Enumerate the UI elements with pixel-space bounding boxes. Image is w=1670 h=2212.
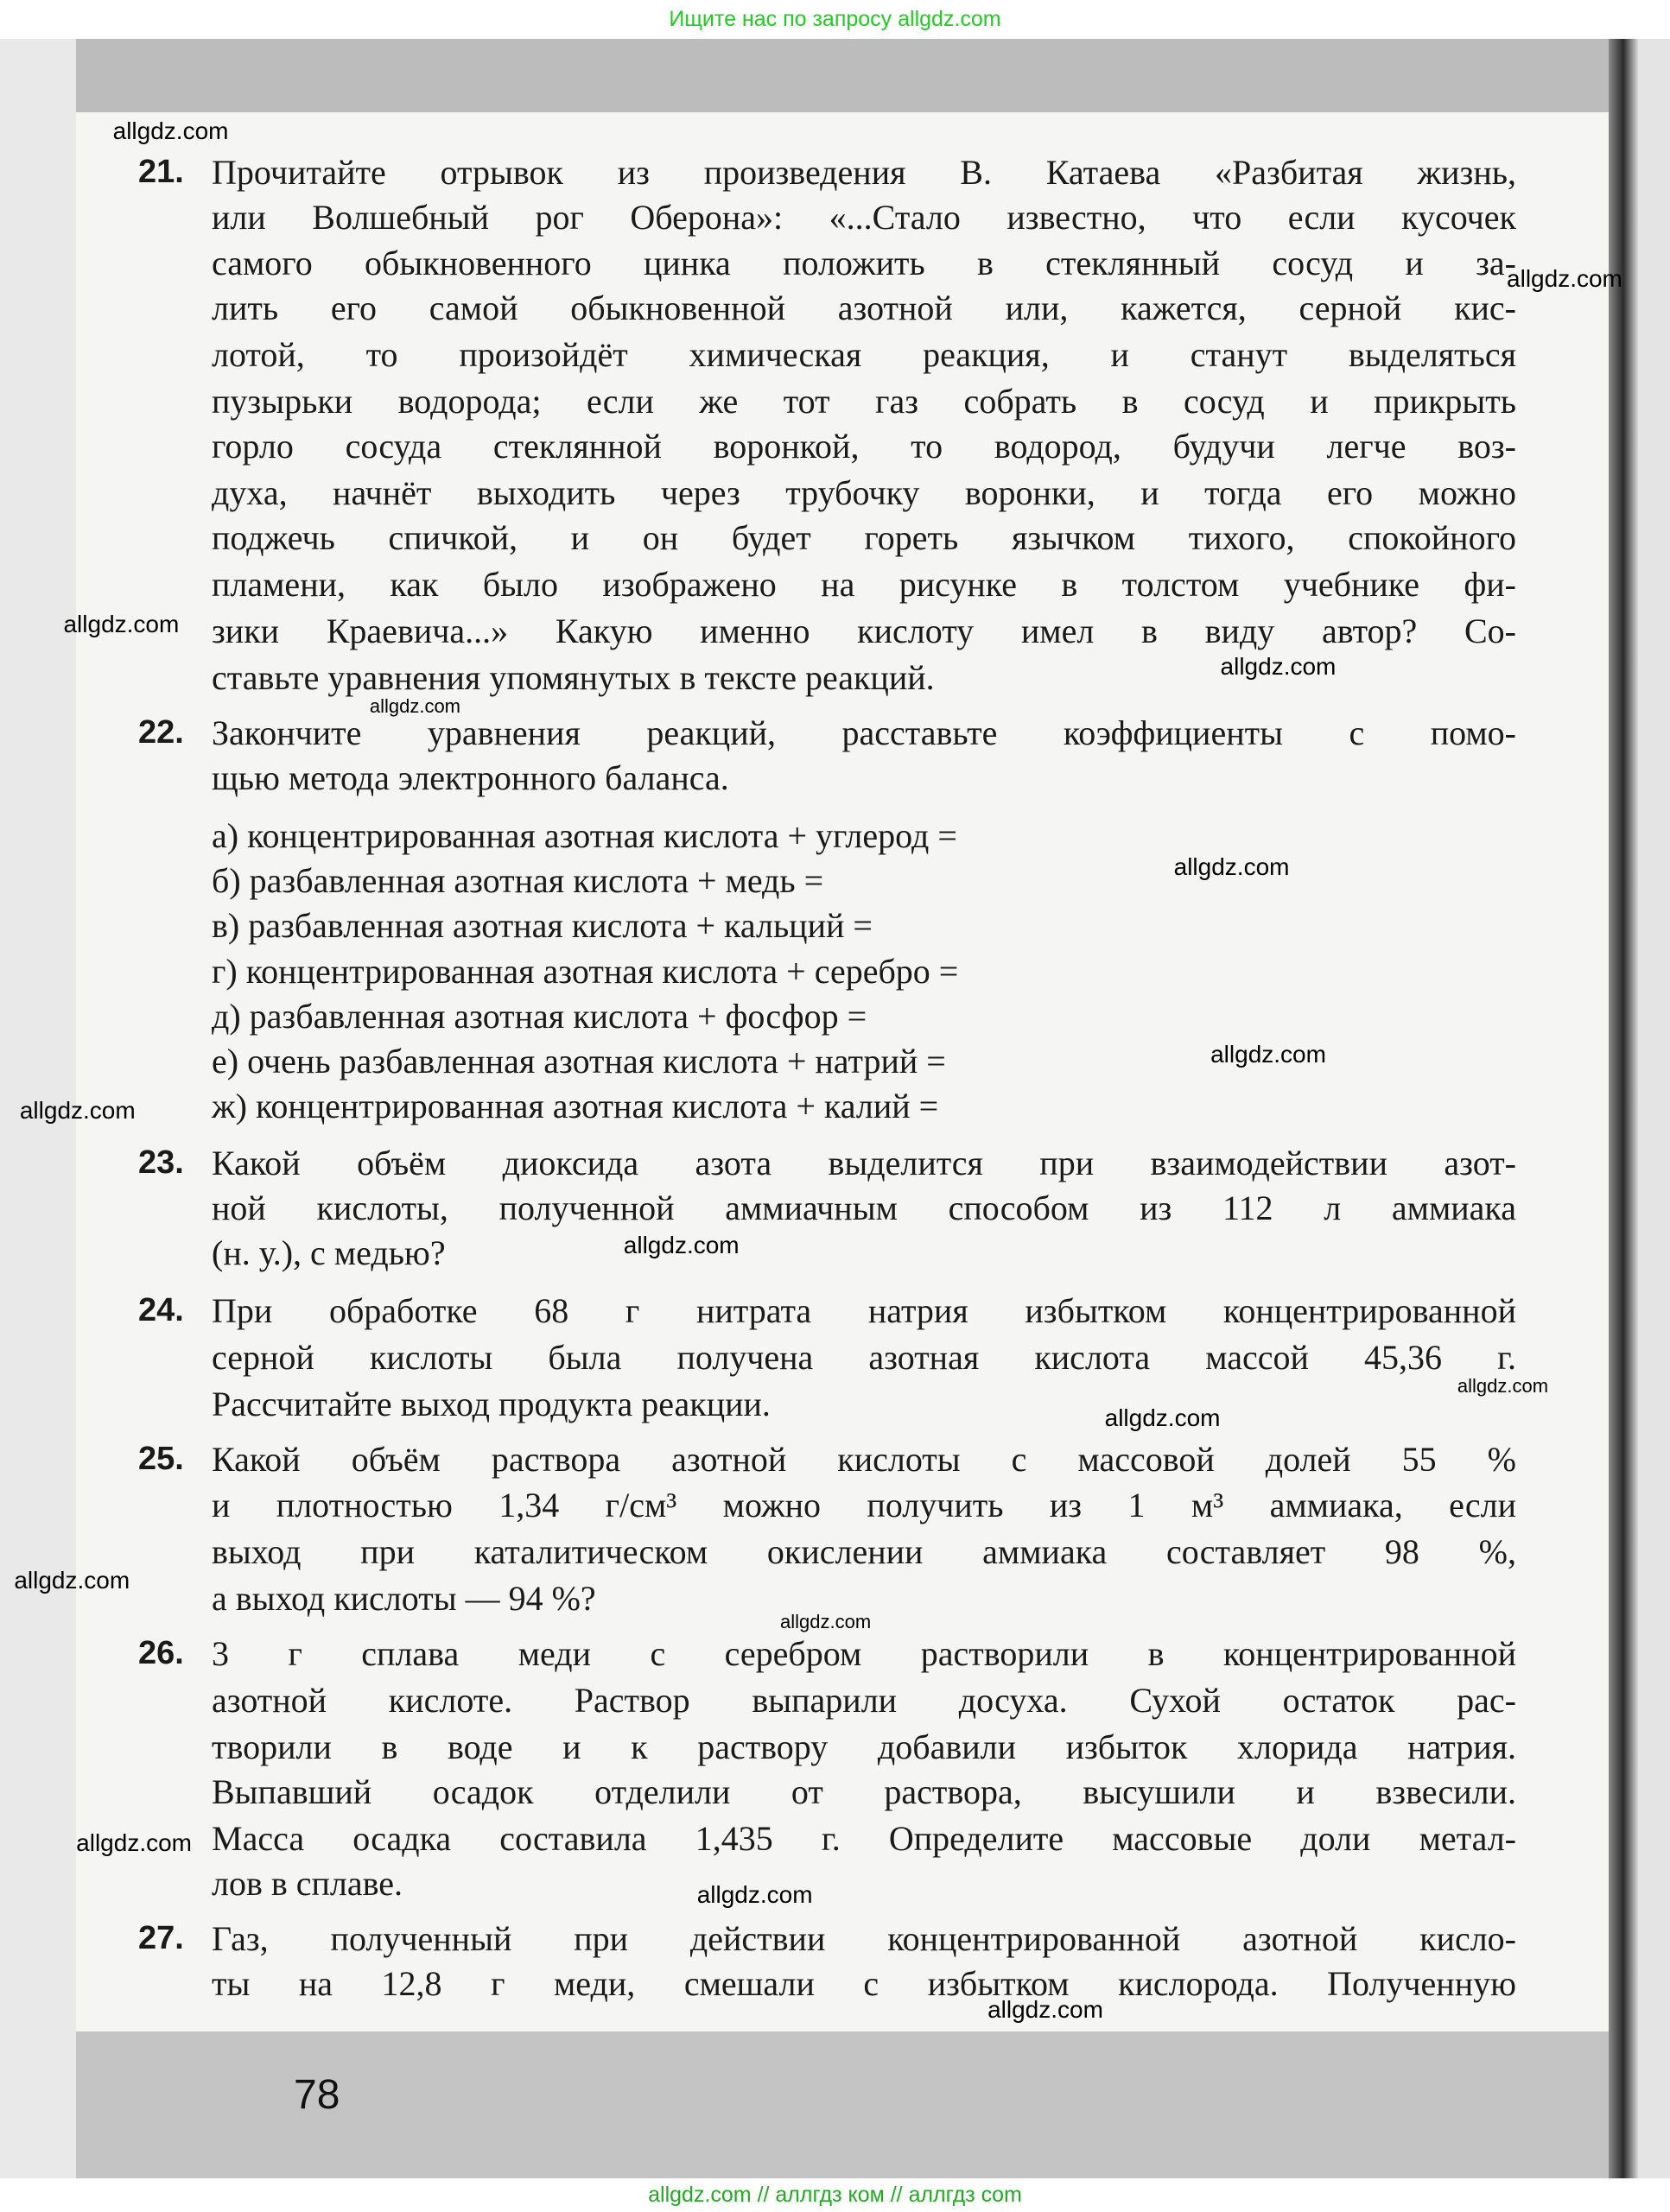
bottom-footer-text: allgdz.com // аллгдз ком // аллгдз com: [648, 2183, 1022, 2207]
text-line: Прочитайте отрывок из произведения В. Катаева «Разбитая жизнь,: [212, 153, 1516, 193]
text-line: Какой объём диоксида азота выделится при взаимодействии азот-: [212, 1143, 1516, 1182]
text-line: самого обыкновенного цинка положить в стеклянный сосуд и за-: [212, 243, 1516, 282]
text-line: или Волшебный рог Оберона»: «...Стало известно, что если кусочек: [212, 198, 1516, 238]
text-line: Рассчитайте выход продукта реакции.: [212, 1384, 771, 1423]
watermark: allgdz.com: [696, 1881, 813, 1909]
watermark: allgdz.com: [1457, 1375, 1549, 1398]
text-line: ставьте уравнения упомянутых в тексте реакций.: [212, 657, 935, 697]
text-line: поджечь спичкой, и он будет гореть язычком тихого, спокойного: [212, 518, 1516, 558]
top-gray-band: [76, 39, 1631, 112]
text-line: Масса осадка составила 1,435 г. Определите массовые доли метал-: [212, 1818, 1516, 1858]
reaction-item: г) концентрированная азотная кислота + серебро =: [212, 951, 959, 991]
watermark: allgdz.com: [1220, 653, 1337, 681]
text-line: азотной кислоте. Раствор выпарили досуха. Сухой остаток рас-: [212, 1680, 1516, 1720]
top-banner: [0, 0, 1670, 39]
problem-number: 23.: [138, 1144, 184, 1181]
text-line: лить его самой обыкновенной азотной или, кажется, серной кис-: [212, 288, 1516, 327]
text-line: серной кислоты была получена азотная кислота массой 45,36 г.: [212, 1337, 1516, 1377]
reaction-item: б) разбавленная азотная кислота + медь =: [212, 860, 824, 900]
reaction-item: а) концентрированная азотная кислота + углерод =: [212, 815, 957, 855]
watermark: allgdz.com: [19, 1097, 136, 1125]
text-line: пузырьки водорода; если же тот газ собрать в сосуд и прикрыть: [212, 381, 1516, 421]
text-line: духа, начнёт выходить через трубочку воронки, и тогда его можно: [212, 472, 1516, 512]
text-line: и плотностью 1,34 г/см³ можно получить из 1 м³ аммиака, если: [212, 1486, 1516, 1525]
watermark: allgdz.com: [1104, 1404, 1221, 1432]
watermark: allgdz.com: [1507, 265, 1622, 292]
watermark: allgdz.com: [76, 1829, 193, 1856]
problem-number: 27.: [138, 1919, 184, 1956]
text-line: ной кислоты, полученной аммиачным способом из 112 л аммиака: [212, 1188, 1516, 1227]
reaction-item: е) очень разбавленная азотная кислота + натрий =: [212, 1042, 946, 1081]
top-banner-text: Ищите нас по запросу allgdz.com: [669, 7, 1001, 31]
text-line: а выход кислоты — 94 %?: [212, 1579, 596, 1619]
text-line: При обработке 68 г нитрата натрия избытком концентрированной: [212, 1291, 1516, 1331]
text-line: лотой, то произойдёт химическая реакция, и станут выделяться: [212, 334, 1516, 374]
watermark: allgdz.com: [1210, 1041, 1326, 1068]
watermark: allgdz.com: [112, 117, 229, 144]
watermark: allgdz.com: [14, 1567, 130, 1594]
text-line: зики Краевича...» Какую именно кислоту имел в виду автор? Со-: [212, 611, 1516, 650]
reaction-item: ж) концентрированная азотная кислота + калий =: [212, 1087, 939, 1126]
reaction-item: д) разбавленная азотная кислота + фосфор =: [212, 996, 867, 1036]
text-line: горло сосуда стеклянной воронкой, то водород, будучи легче воз-: [212, 427, 1516, 466]
text-line: выход при каталитическом окислении аммиака составляет 98 %,: [212, 1532, 1516, 1572]
watermark: allgdz.com: [369, 695, 460, 718]
reaction-item: в) разбавленная азотная кислота + кальций =: [212, 906, 873, 946]
page-number: 78: [294, 2072, 340, 2118]
text-line: Выпавший осадок отделили от раствора, высушили и взвесили.: [212, 1772, 1516, 1811]
page-spine-edge: [1609, 39, 1638, 2181]
text-line: лов в сплаве.: [212, 1864, 403, 1904]
watermark: allgdz.com: [1173, 852, 1290, 880]
text-line: пламени, как было изображено на рисунке в толстом учебнике фи-: [212, 565, 1516, 605]
text-line: Какой объём раствора азотной кислоты с массовой долей 55 %: [212, 1439, 1516, 1479]
watermark: allgdz.com: [623, 1231, 740, 1258]
watermark: allgdz.com: [987, 1995, 1103, 2023]
text-line: творили в воде и к раствору добавили избыток хлорида натрия.: [212, 1727, 1516, 1766]
problem-number: 24.: [138, 1292, 184, 1329]
bottom-footer: [0, 2178, 1670, 2212]
text-line: (н. у.), с медью?: [212, 1233, 446, 1273]
watermark: allgdz.com: [780, 1610, 872, 1632]
text-line: щью метода электронного баланса.: [212, 757, 729, 797]
watermark: allgdz.com: [63, 611, 180, 638]
problem-number: 21.: [138, 154, 184, 191]
problem-number: 22.: [138, 713, 184, 751]
text-line: Закончите уравнения реакций, расставьте коэффициенты с помо-: [212, 713, 1516, 752]
text-line: Газ, полученный при действии концентрированной азотной кисло-: [212, 1918, 1516, 1958]
text-line: 3 г сплава меди с серебром растворили в концентрированной: [212, 1633, 1516, 1673]
problem-number: 26.: [138, 1634, 184, 1671]
problem-number: 25.: [138, 1440, 184, 1477]
text-line: ты на 12,8 г меди, смешали с избытком кислорода. Полученную: [212, 1963, 1516, 2003]
